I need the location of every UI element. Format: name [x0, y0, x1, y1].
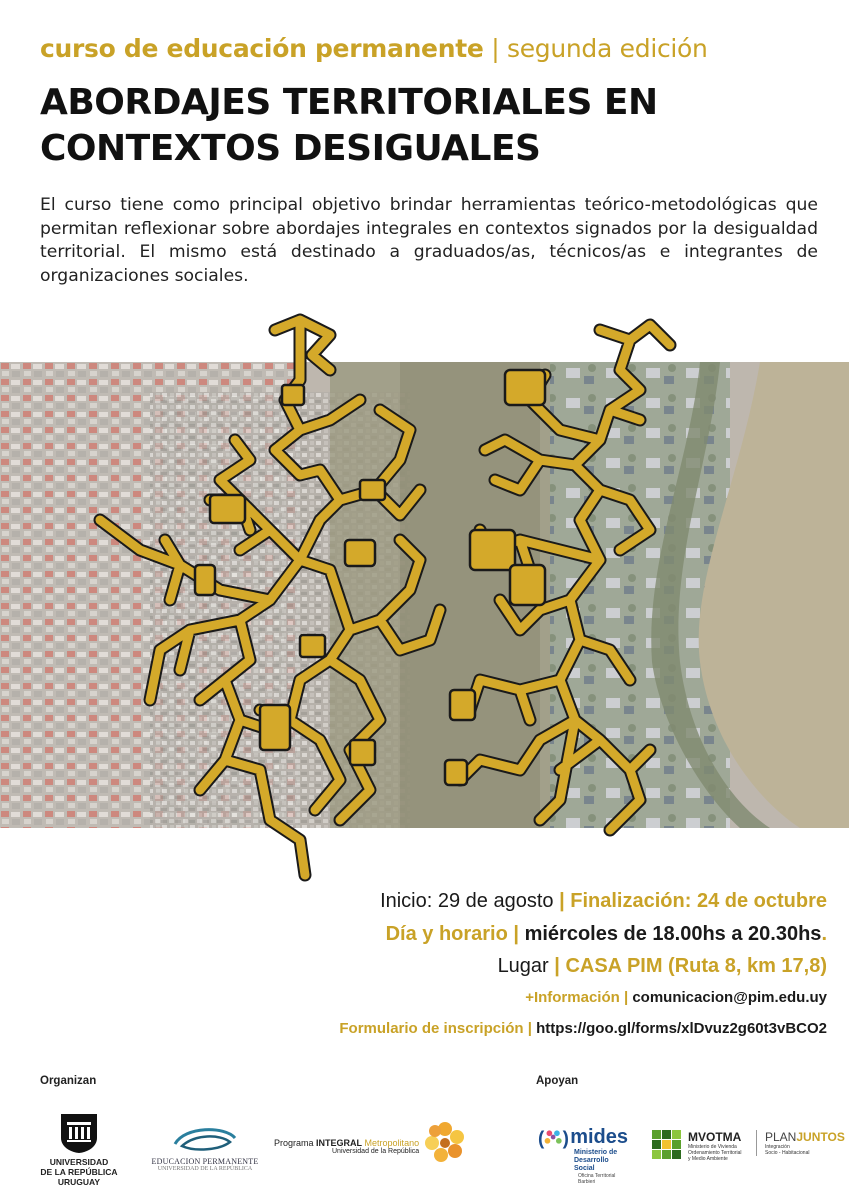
form-link[interactable]: https://goo.gl/forms/xlDvuz2g60t3vBCO2 — [536, 1020, 827, 1037]
contact-email[interactable]: comunicacion@pim.edu.uy — [632, 989, 827, 1006]
schedule-separator: | — [513, 923, 520, 945]
subtitle-edition: segunda edición — [506, 34, 708, 63]
pim-integral: INTEGRAL — [316, 1137, 363, 1148]
mvotma-name: MVOTMA — [688, 1130, 742, 1144]
mides-sub-2: Desarrollo Social — [574, 1157, 609, 1172]
course-description: El curso tiene como principal objetivo brindar herramientas teórico-metodológicas que permitan reflexionar sobre abordajes integrales en contextos signados por la desigualdad territorial. El mismo está destinado a graduados/as, técnicos/as e integrantes de organizaciones sociales. — [40, 195, 818, 286]
schedule-dot: . — [821, 923, 827, 945]
schedule-label: Día y horario — [385, 923, 508, 945]
svg-text:): ) — [562, 1128, 569, 1149]
pj-sub-1: Integración — [765, 1144, 790, 1150]
info-separator: | — [623, 989, 629, 1006]
mvotma-grid-icon — [652, 1130, 682, 1162]
edu-line-2: UNIVERSIDAD DE LA REPÚBLICA — [157, 1166, 253, 1172]
tree-illustration — [0, 300, 849, 890]
udelar-logo — [34, 1112, 124, 1187]
dates-separator: | — [559, 890, 565, 912]
udelar-line-3: URUGUAY — [57, 1177, 101, 1187]
pim-sub: Universidad de la República — [332, 1147, 420, 1155]
subtitle-bold: curso de educación permanente — [40, 34, 484, 63]
supporters-label: Apoyan — [536, 1075, 579, 1087]
swirl-icon — [170, 1124, 240, 1154]
mvotma-logo — [652, 1130, 752, 1162]
pim-metro: Metropolitano — [364, 1137, 420, 1148]
schedule-line — [386, 923, 827, 946]
title-line-2: CONTEXTOS DESIGUALES — [40, 128, 541, 169]
dates-line — [380, 890, 827, 913]
educacion-permanente-logo — [146, 1124, 264, 1172]
start-date: 29 de agosto — [437, 890, 554, 912]
title-line-1: ABORDAJES TERRITORIALES EN — [40, 82, 658, 123]
form-label: Formulario de inscripción — [339, 1020, 524, 1037]
place-line — [498, 955, 827, 978]
udelar-line-2: DE LA REPÚBLICA — [40, 1167, 118, 1177]
subtitle-separator: | — [491, 34, 500, 63]
form-line — [339, 1020, 827, 1037]
mvotma-sub-1: Ministerio de Vivienda — [688, 1144, 737, 1150]
mvotma-sub-2: Ordenamiento Territorial — [688, 1150, 742, 1156]
edu-line-1: EDUCACION PERMANENTE — [151, 1157, 259, 1166]
mides-logo — [538, 1126, 628, 1185]
pim-prefix: Programa — [274, 1137, 314, 1148]
mides-sub-3: Oficina Territorial — [578, 1173, 616, 1179]
end-date: 24 de octubre — [696, 890, 827, 912]
place-label: Lugar — [497, 955, 549, 977]
pj-sub-2: Socio - Habitacional — [765, 1150, 810, 1156]
start-label: Inicio: — [380, 890, 433, 912]
pim-flower-icon — [423, 1121, 467, 1165]
form-separator: | — [527, 1020, 532, 1037]
pim-logo — [274, 1127, 474, 1165]
mides-sub-4: Barbieri — [578, 1179, 596, 1185]
pj-plan: PLAN — [765, 1130, 797, 1144]
organizers-label: Organizan — [40, 1075, 97, 1087]
mides-star-icon — [538, 1127, 570, 1149]
place-value: CASA PIM (Ruta 8, km 17,8) — [565, 955, 827, 977]
info-line — [525, 989, 827, 1006]
schedule-value: miércoles de 18.00hs a 20.30hs — [524, 923, 822, 945]
mides-sub-1: Ministerio de — [574, 1149, 618, 1156]
plan-juntos-logo — [756, 1130, 846, 1156]
course-subtitle — [40, 34, 708, 63]
mides-name: mides — [570, 1126, 628, 1148]
info-label: +Información — [525, 989, 620, 1006]
pj-juntos: JUNTOS — [796, 1130, 845, 1144]
mvotma-sub-3: y Medio Ambiente — [688, 1156, 728, 1162]
end-label: Finalización: — [570, 890, 692, 912]
udelar-line-1: UNIVERSIDAD — [49, 1157, 109, 1167]
place-separator: | — [554, 955, 560, 977]
udelar-seal-icon — [59, 1112, 99, 1154]
svg-text:(: ( — [538, 1128, 545, 1149]
page-title — [40, 80, 820, 172]
